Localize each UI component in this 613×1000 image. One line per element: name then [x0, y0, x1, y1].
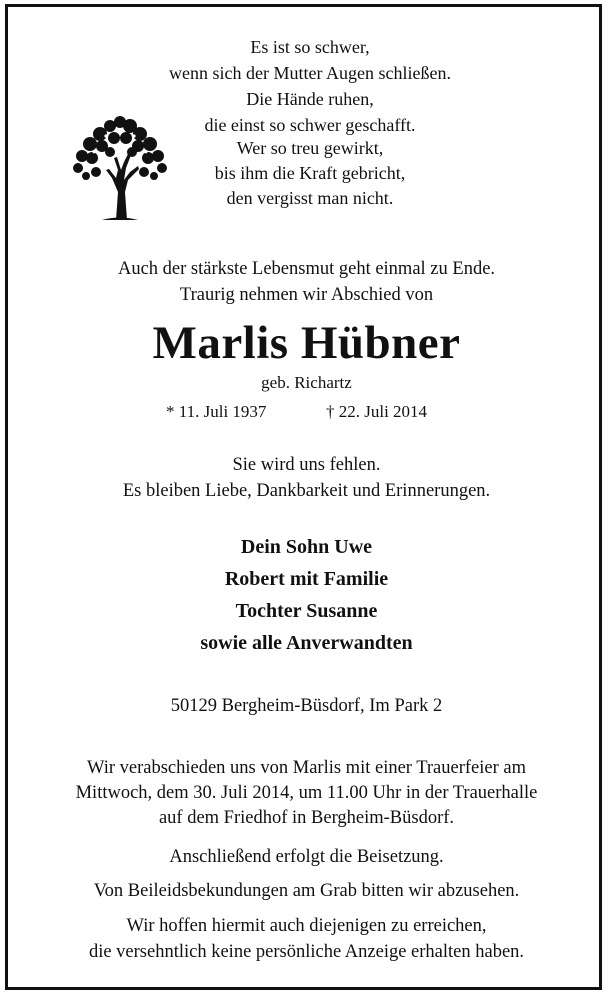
tree-icon: [72, 112, 168, 222]
birth-date: * 11. Juli 1937: [166, 402, 267, 421]
closing-line: Wir hoffen hiermit auch diejenigen zu erreichen,: [126, 916, 487, 936]
intro-line: Traurig nehmen wir Abschied von: [179, 285, 434, 305]
poem-line: bis ihm die Kraft gebricht,: [214, 163, 406, 183]
closing-line: die versehntlich keine persönliche Anzeige erhalten haben.: [88, 942, 525, 962]
poem-line: Es ist so schwer,: [250, 37, 370, 57]
poem-line: Die Hände ruhen,: [246, 89, 374, 109]
family-member: Robert mit Familie: [224, 568, 389, 590]
poem-line: den vergisst man nicht.: [226, 188, 394, 208]
remembrance-line: Es bleiben Liebe, Dankbarkeit und Erinnerungen.: [122, 481, 491, 501]
family-member: Dein Sohn Uwe: [240, 536, 373, 558]
remembrance-line: Sie wird uns fehlen.: [232, 455, 381, 475]
death-date: † 22. Juli 2014: [326, 402, 428, 421]
poem-line: Wer so treu gewirkt,: [236, 138, 384, 158]
maiden-name: geb. Richartz: [261, 373, 352, 392]
poem-line: wenn sich der Mutter Augen schließen.: [169, 63, 451, 83]
poem-line: die einst so schwer geschafft.: [204, 115, 416, 135]
family-member: Tochter Susanne: [235, 600, 378, 622]
intro-line: Auch der stärkste Lebensmut geht einmal zu Ende.: [117, 259, 496, 279]
address: 50129 Bergheim-Büsdorf, Im Park 2: [170, 696, 443, 716]
condolence-note: Von Beileidsbekundungen am Grab bitten wir abzusehen.: [93, 881, 520, 901]
deceased-name: Marlis Hübner: [152, 317, 461, 369]
ceremony-line: Wir verabschieden uns von Marlis mit einer Trauerfeier am: [86, 758, 526, 778]
ceremony-line: auf dem Friedhof in Bergheim-Büsdorf.: [158, 808, 455, 828]
burial-note: Anschließend erfolgt die Beisetzung.: [169, 847, 444, 867]
ceremony-line: Mittwoch, dem 30. Juli 2014, um 11.00 Uhr in der Trauerhalle: [75, 783, 538, 803]
family-member: sowie alle Anverwandten: [200, 632, 413, 654]
